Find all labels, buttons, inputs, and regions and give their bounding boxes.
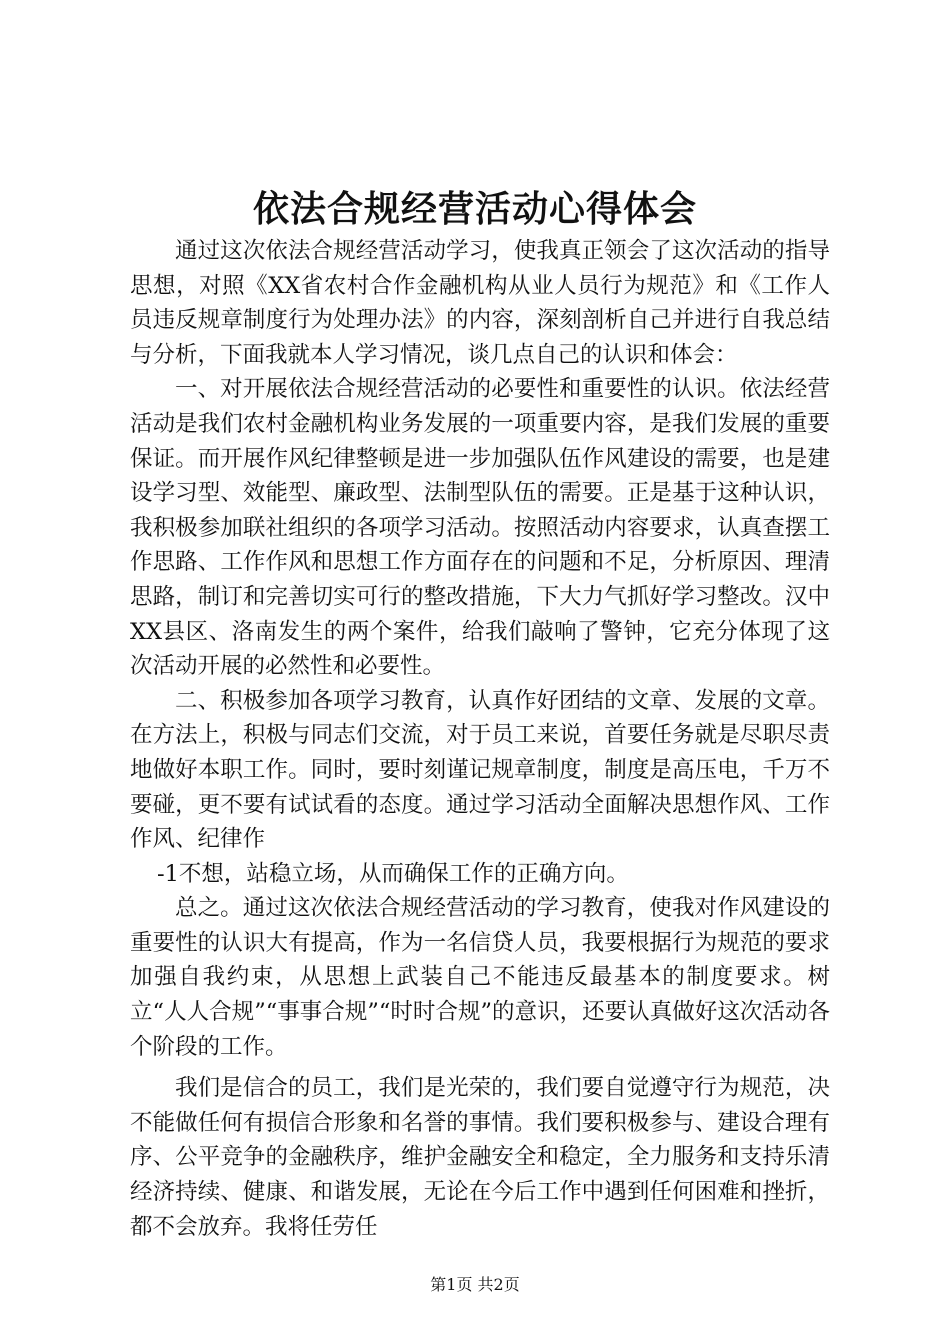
paragraph-intro: 通过这次依法合规经营活动学习，使我真正领会了这次活动的指导思想，对照《XX省农村合作金融机构从业人员行为规范》和《工作人员违反规章制度行为处理办法》的内容，深刻剖析自己并进行自我总结与分析，下面我就本人学习情况，谈几点自己的认识和体会： [130,238,830,368]
paragraph-section-2: 二、积极参加各项学习教育，认真作好团结的文章、发展的文章。在方法上，积极与同志们交流，对于员工来说，首要任务就是尽职尽责地做好本职工作。同时，要时刻谨记规章制度，制度是高压电，千万不要碰，更不要有试试看的态度。通过学习活动全面解决思想作风、工作作风、纪律作 [130,687,830,853]
document-body [130,234,830,1244]
paragraph-section-1: 一、对开展依法合规经营活动的必要性和重要性的认识。依法经营活动是我们农村金融机构业务发展的一项重要内容，是我们发展的重要保证。而开展作风纪律整顿是进一步加强队伍作风建设的需要，也是建设学习型、效能型、廉政型、法制型队伍的需要。正是基于这种认识，我积极参加联社组织的各项学习活动。按照活动内容要求，认真查摆工作思路、工作作风和思想工作方面存在的问题和不足，分析原因、理清思路，制订和完善切实可行的整改措施，下大力气抓好学习整改。汉中XX县区、洛南发生的两个案件，给我们敲响了警钟，它充分体现了这次活动开展的必然性和必要性。 [130,376,830,680]
paragraph-closing: 我们是信合的员工，我们是光荣的，我们要自觉遵守行为规范，决不能做任何有损信合形象和名誉的事情。我们要积极参与、建设合理有序、公平竞争的金融秩序，维护金融安全和稳定，全力服务和支持乐清经济持续、健康、和谐发展，无论在今后工作中遇到任何困难和挫折，都不会放弃。我将任劳任 [130,1075,830,1240]
paragraph-fragment: -1不想，站稳立场，从而确保工作的正确方向。 [157,860,629,887]
paragraph-summary: 总之。通过这次依法合规经营活动的学习教育，使我对作风建设的重要性的认识大有提高，作为一名信贷人员，我要根据行为规范的要求加强自我约束，从思想上武装自己不能违反最基本的制度要求。树立“人人合规”“事事合规”“时时合规”的意识，还要认真做好这次活动各个阶段的工作。 [130,895,830,1060]
document-title: 依法合规经营活动心得体会 [252,188,697,230]
page-number-footer: 第1页 共2页 [430,1275,520,1294]
